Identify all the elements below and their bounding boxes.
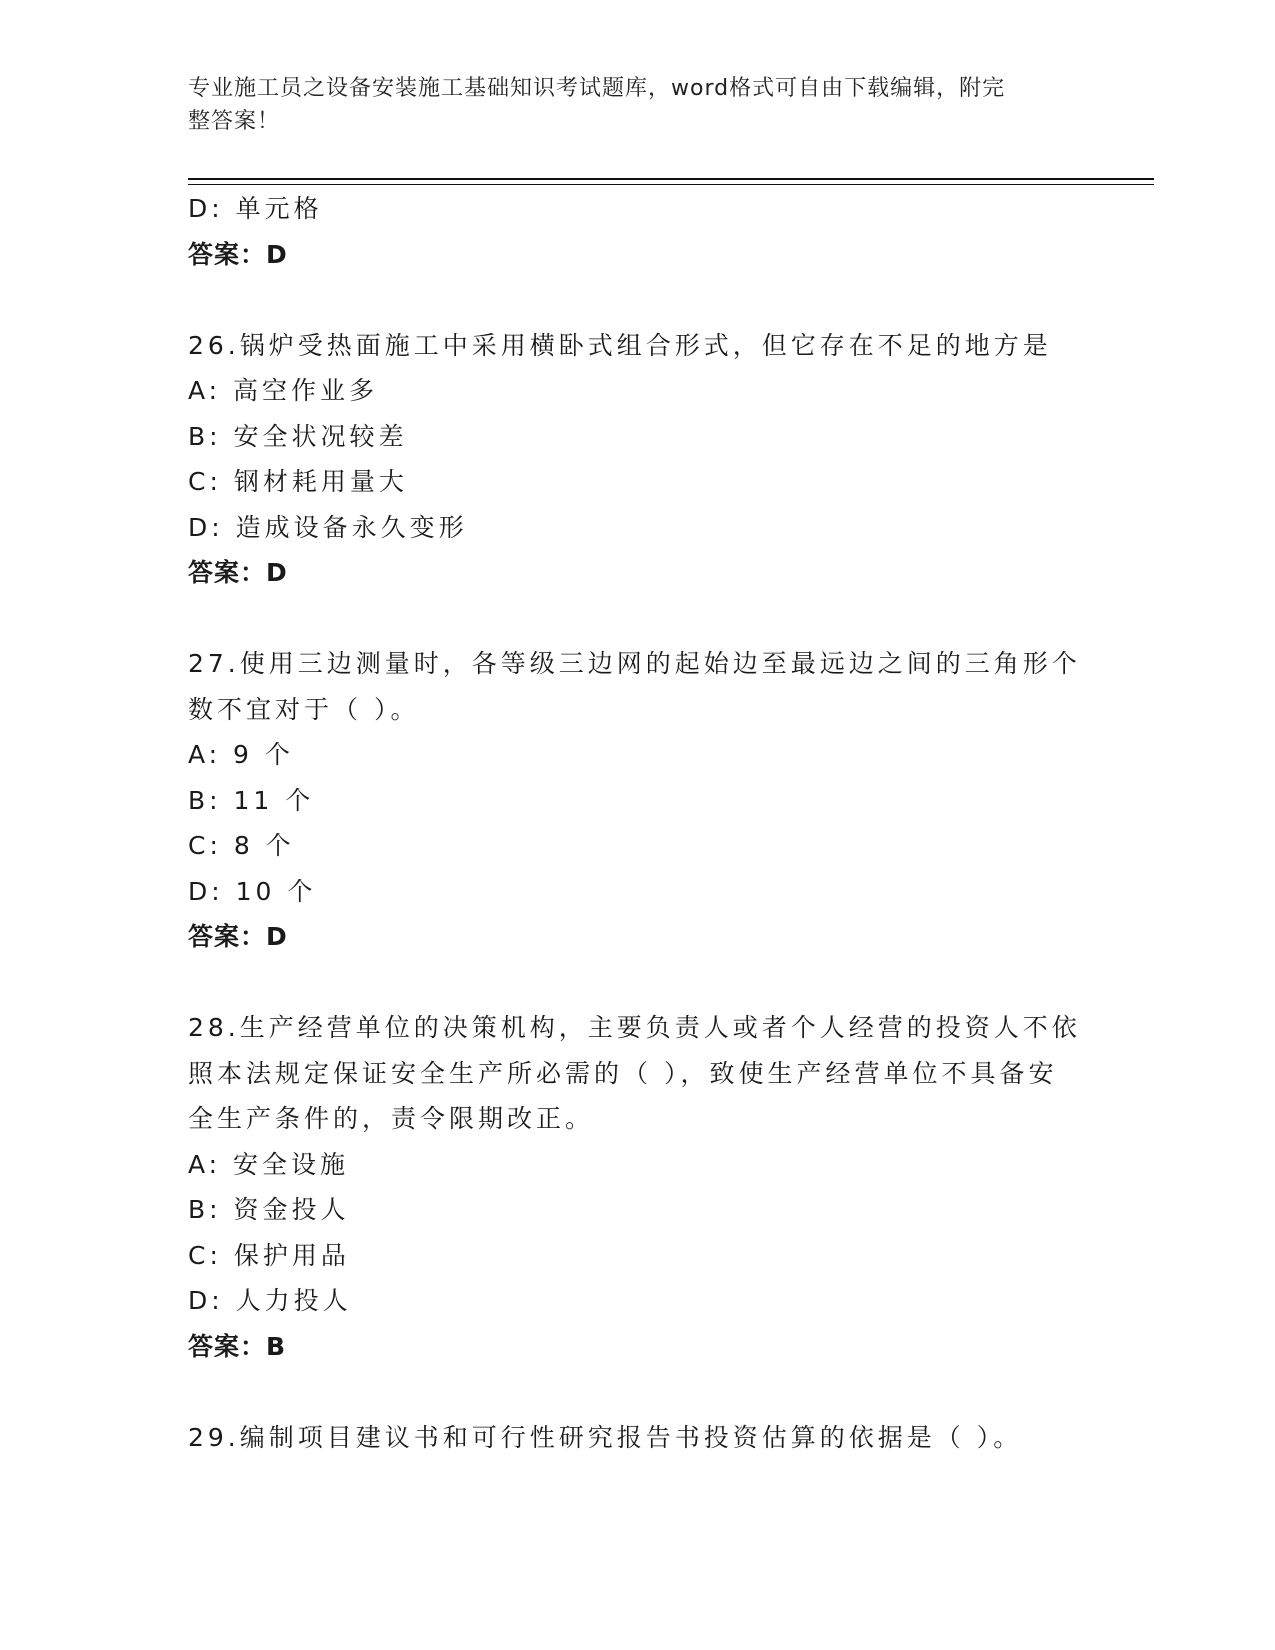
option-c: C: 钢材耗用量大 bbox=[188, 467, 408, 496]
question-block-25-tail bbox=[188, 186, 1088, 277]
answer-line: 答案：D bbox=[188, 922, 288, 951]
question-stem-line: 27.使用三边测量时，各等级三边网的起始边至最远边之间的三角形个 bbox=[188, 649, 1081, 678]
spacer bbox=[188, 596, 1088, 642]
answer-line: 答案：D bbox=[188, 558, 288, 587]
header-rule-thick bbox=[188, 178, 1154, 180]
header-text-line-1: 专业施工员之设备安装施工基础知识考试题库，word格式可自由下载编辑，附完 bbox=[188, 76, 1006, 101]
option-a: A: 安全设施 bbox=[188, 1149, 350, 1179]
answer-line: 答案：B bbox=[188, 1331, 287, 1361]
option-a: A: 9 个 bbox=[188, 740, 294, 769]
question-block-29 bbox=[188, 1415, 1088, 1461]
option-b: B: 安全状况较差 bbox=[188, 421, 408, 451]
question-list bbox=[188, 186, 1088, 1460]
option-c: C: 保护用品 bbox=[188, 1240, 350, 1270]
spacer bbox=[188, 277, 1088, 323]
question-stem-line: 照本法规定保证安全生产所必需的（ ），致使生产经营单位不具备安 bbox=[188, 1058, 1058, 1088]
option-b: B: 资金投人 bbox=[188, 1195, 350, 1224]
question-stem-line: 全生产条件的，责令限期改正。 bbox=[188, 1104, 595, 1133]
option-d: D: 10 个 bbox=[188, 876, 317, 906]
spacer bbox=[188, 960, 1088, 1006]
option-c: C: 8 个 bbox=[188, 831, 295, 860]
option-a: A: 高空作业多 bbox=[188, 376, 379, 405]
answer-line: 答案：D bbox=[188, 239, 288, 269]
question-stem-line: 29.编制项目建议书和可行性研究报告书投资估算的依据是（ ）。 bbox=[188, 1422, 1023, 1452]
spacer bbox=[188, 1369, 1088, 1415]
option-d: D: 造成设备永久变形 bbox=[188, 512, 468, 542]
option-d: D: 人力投人 bbox=[188, 1286, 352, 1315]
option-d: D: 单元格 bbox=[188, 194, 323, 223]
option-b: B: 11 个 bbox=[188, 785, 315, 815]
page-header bbox=[188, 72, 1068, 138]
question-stem-line: 数不宜对于（ ）。 bbox=[188, 694, 420, 724]
question-block-27 bbox=[188, 641, 1088, 960]
question-stem-line: 26.锅炉受热面施工中采用横卧式组合形式，但它存在不足的地方是 bbox=[188, 330, 1052, 360]
question-block-26 bbox=[188, 323, 1088, 596]
header-rule-thin bbox=[188, 184, 1154, 185]
question-block-28 bbox=[188, 1005, 1088, 1369]
header-text-line-2: 整答案！ bbox=[188, 109, 281, 134]
question-stem-line: 28.生产经营单位的决策机构，主要负责人或者个人经营的投资人不依 bbox=[188, 1013, 1081, 1042]
